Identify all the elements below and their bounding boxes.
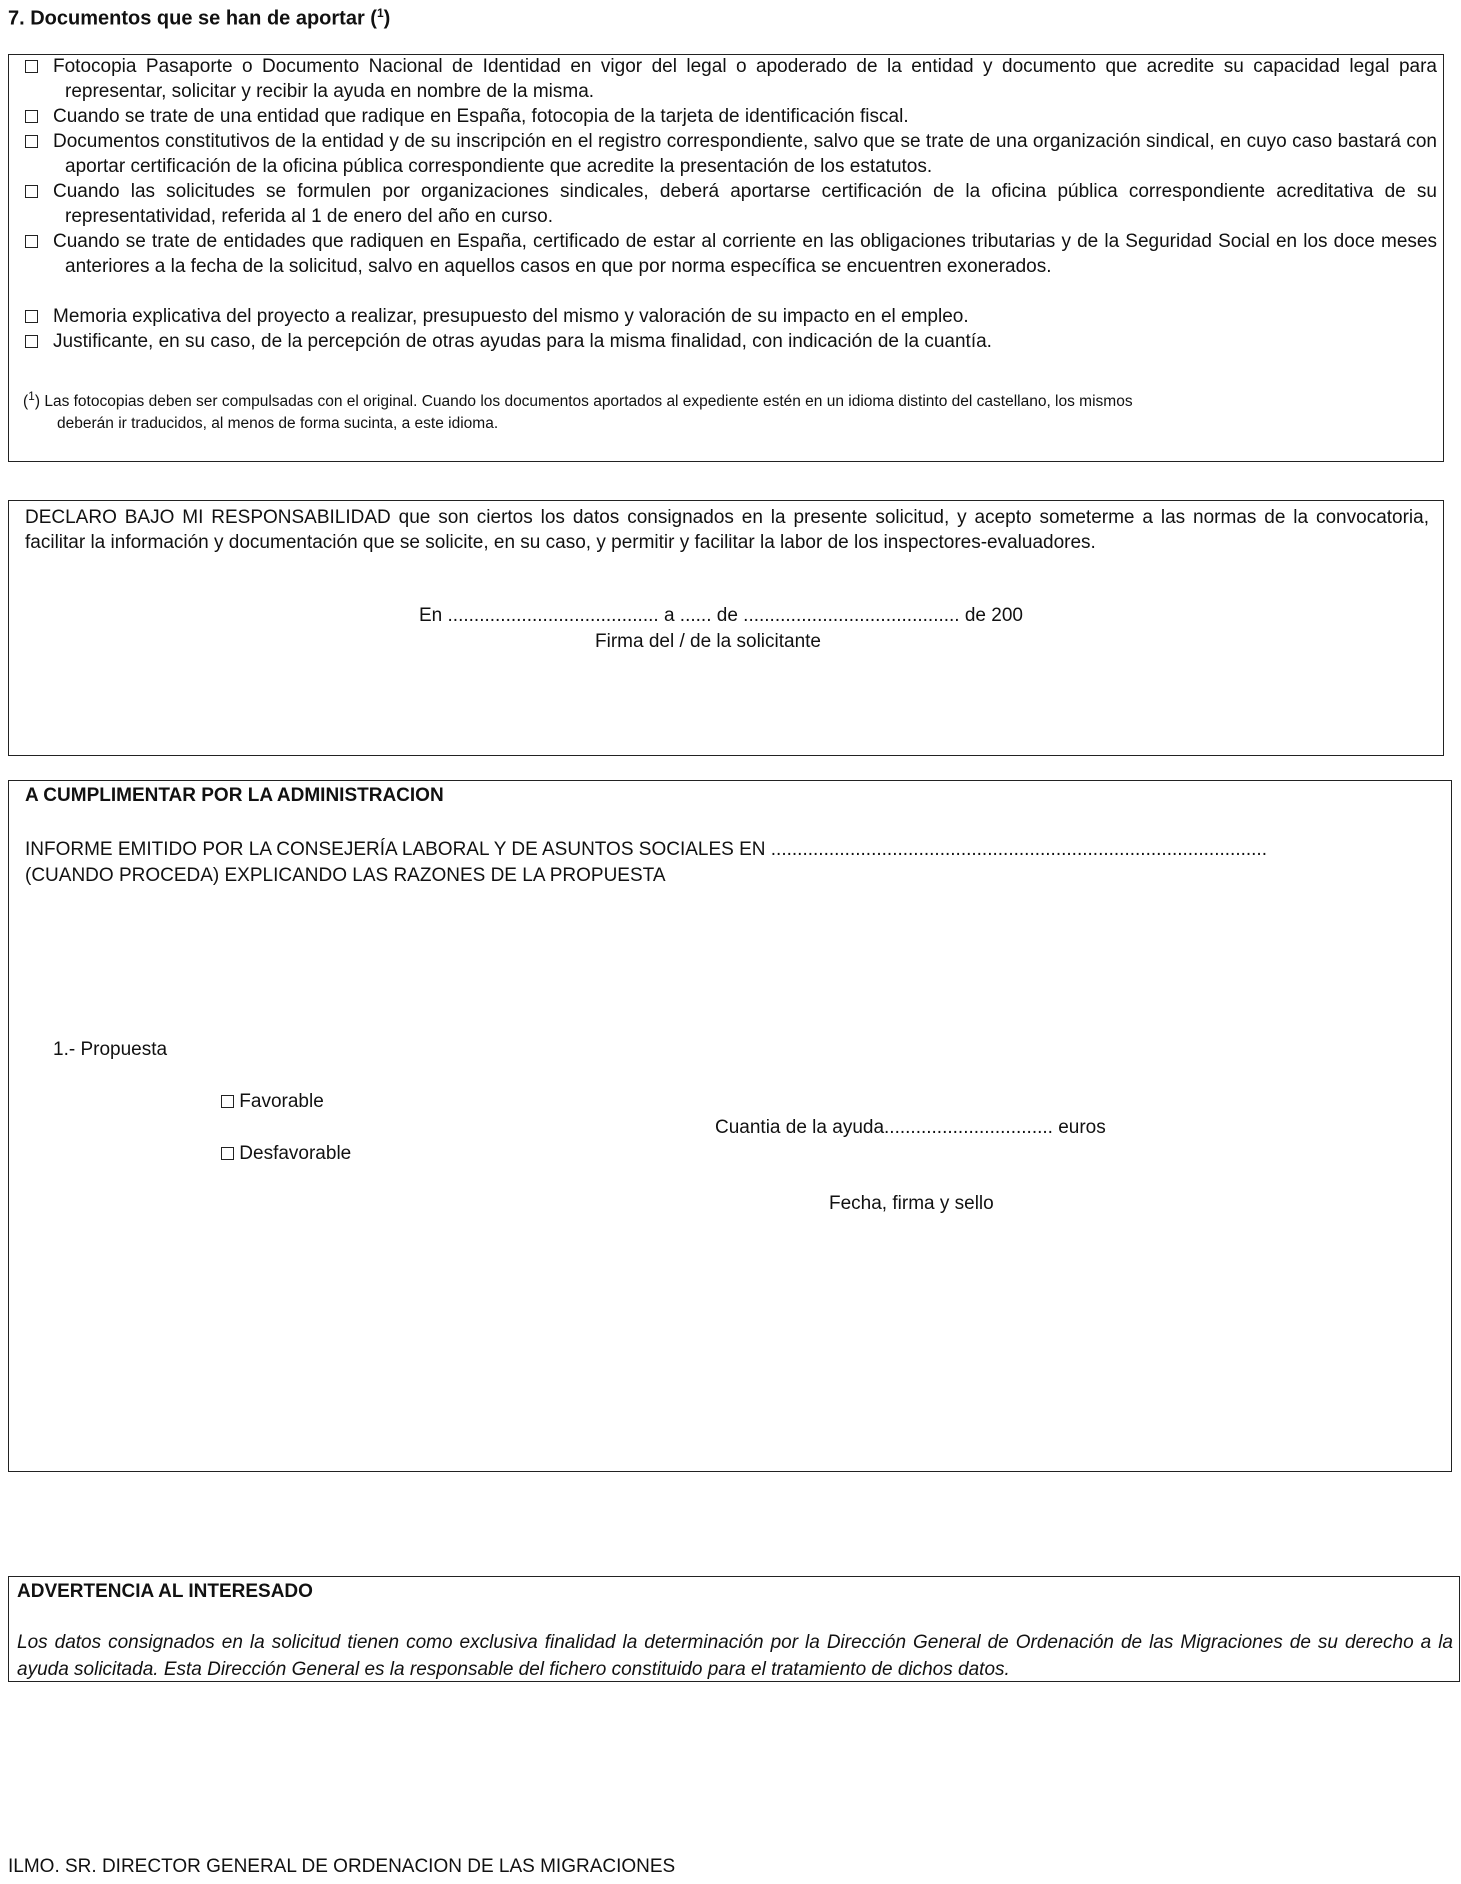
declaration-box [8,500,1444,756]
document-item: Cuando se trate de entidades que radiquen en España, certificado de estar al corriente en las obligaciones tributarias y de la Seguridad Social en los doce meses anteriores a la fecha de la solicitud, salvo en aquellos casos en que por norma específica se encuentren exonerados. [25,229,1437,279]
checkbox-icon[interactable] [221,1095,234,1108]
warning-title: ADVERTENCIA AL INTERESADO [17,1581,313,1602]
checkbox-icon[interactable] [221,1147,234,1160]
warning-box [8,1576,1460,1682]
administration-box [8,780,1452,1472]
declaration-text: DECLARO BAJO MI RESPONSABILIDAD que son ciertos los datos consignados en la presente solicitud, y acepto someterme a las normas de la convocatoria, facilitar la información y documentación que se solicite, en su caso, y permitir y facilitar la labor de los inspectores-evaluadores. [25,507,1429,553]
document-item: Cuando las solicitudes se formulen por organizaciones sindicales, deberá aportarse certificación de la oficina pública correspondiente acreditativa de su representatividad, referida al 1 de enero del año en curso. [25,179,1437,229]
recipient-line: ILMO. SR. DIRECTOR GENERAL DE ORDENACION DE LAS MIGRACIONES [8,1856,676,1877]
administration-title: A CUMPLIMENTAR POR LA ADMINISTRACION [25,785,444,806]
aid-amount-field[interactable]: Cuantia de la ayuda................................ euros [715,1117,1106,1138]
document-item: Justificante, en su caso, de la percepción de otras ayudas para la misma finalidad, con indicación de la cuantía. [25,329,1437,354]
proposal-label: 1.- Propuesta [53,1039,168,1060]
document-item: Documentos constitutivos de la entidad y de su inscripción en el registro correspondiente, salvo que se trate de una organización sindical, en cuyo caso bastará con aportar certificación de la oficina pública correspondiente que acredite la presentación de los estatutos. [25,129,1437,179]
document-item: Fotocopia Pasaporte o Documento Nacional de Identidad en vigor del legal o apoderado de la entidad y documento que acredite su capacidad legal para representar, solicitar y recibir la ayuda en nombre de la misma. [25,54,1437,104]
checkbox-icon[interactable] [25,185,38,198]
checkbox-icon[interactable] [25,335,38,348]
report-label: INFORME EMITIDO POR LA CONSEJERÍA LABORAL Y DE ASUNTOS SOCIALES EN .............................................................................................. (CUANDO PROCEDA) EXPLICANDO LAS RAZONES DE LA PROPUESTA [25,839,1267,886]
signature-label: Firma del / de la solicitante [595,631,821,652]
place-date-line[interactable]: En ........................................ a ...... de ......................................... de 200 [419,605,1023,626]
documents-box [8,54,1444,462]
document-item: Cuando se trate de una entidad que radique en España, fotocopia de la tarjeta de identificación fiscal. [25,104,1437,129]
footnote: ($^1$) Las fotocopias deben ser compulsadas con el original. Cuando los documentos aportados al expediente estén en un idioma distinto del castellano, los mismos deberán ir traducidos, al menos de forma sucinta, a este idioma. [23,389,1133,433]
section-7-title: 7. Documentos que se han de aportar ($^1$) [8,6,391,30]
checkbox-icon[interactable] [25,110,38,123]
checkbox-icon[interactable] [25,60,38,73]
unfavorable-option[interactable]: Desfavorable [221,1143,351,1165]
favorable-option[interactable]: Favorable [221,1091,324,1113]
date-signature-seal-label: Fecha, firma y sello [829,1193,994,1214]
warning-text: Los datos consignados en la solicitud tienen como exclusiva finalidad la determinación por la Dirección General de Ordenación de las Migraciones de su derecho a la ayuda solicitada. Esta Dirección General es la responsable del fichero constituido para el tratamiento de dichos datos. [17,1632,1453,1680]
checkbox-icon[interactable] [25,235,38,248]
document-item: Memoria explicativa del proyecto a realizar, presupuesto del mismo y valoración de su impacto en el empleo. [25,304,1437,329]
checkbox-icon[interactable] [25,135,38,148]
checkbox-icon[interactable] [25,310,38,323]
